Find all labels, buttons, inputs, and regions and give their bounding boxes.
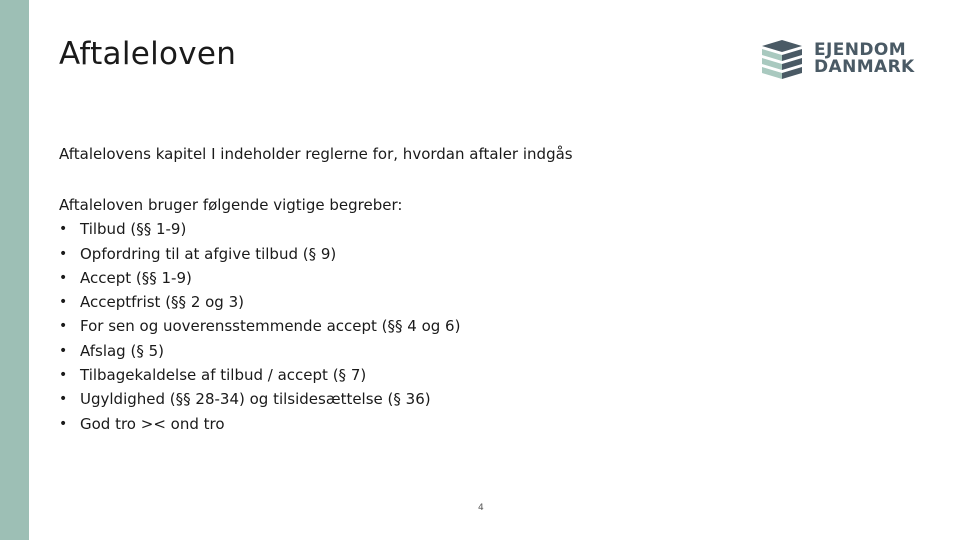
slide bbox=[29, 0, 960, 540]
side-accent-bar bbox=[0, 0, 29, 540]
bullet-icon: • bbox=[59, 221, 68, 238]
bullet-icon: • bbox=[59, 415, 68, 432]
logo-line-2: DANMARK bbox=[814, 57, 915, 77]
page-number: 4 bbox=[478, 503, 484, 513]
list-item: • Ugyldighed (§§ 28-34) og tilsidesættelse (§ 36) bbox=[59, 387, 460, 411]
bullet-icon: • bbox=[59, 318, 68, 335]
list-item: • Tilbagekaldelse af tilbud / accept (§ 7) bbox=[59, 363, 460, 387]
slide-title: Aftaleloven bbox=[59, 36, 237, 72]
bullet-icon: • bbox=[59, 342, 68, 359]
concepts-list bbox=[59, 217, 460, 436]
logo-mark-icon bbox=[760, 39, 804, 79]
concepts-section bbox=[59, 193, 460, 436]
bullet-icon: • bbox=[59, 367, 68, 384]
list-item: • God tro >< ond tro bbox=[59, 412, 460, 436]
list-item: • Tilbud (§§ 1-9) bbox=[59, 217, 460, 241]
list-item: • Acceptfrist (§§ 2 og 3) bbox=[59, 290, 460, 314]
list-item: • Afslag (§ 5) bbox=[59, 339, 460, 363]
list-item: • For sen og uoverensstemmende accept (§§ 4 og 6) bbox=[59, 314, 460, 338]
bullet-icon: • bbox=[59, 245, 68, 262]
bullet-icon: • bbox=[59, 391, 68, 408]
logo-text bbox=[814, 42, 915, 76]
list-item: • Accept (§§ 1-9) bbox=[59, 266, 460, 290]
logo-line-1: EJENDOM bbox=[814, 40, 907, 60]
bullet-icon: • bbox=[59, 294, 68, 311]
bullet-icon: • bbox=[59, 269, 68, 286]
list-item: • Opfordring til at afgive tilbud (§ 9) bbox=[59, 242, 460, 266]
intro-text: Aftalelovens kapitel I indeholder reglerne for, hvordan aftaler indgås bbox=[59, 145, 573, 163]
ejendom-danmark-logo bbox=[760, 39, 940, 81]
list-heading: Aftaleloven bruger følgende vigtige begreber: bbox=[59, 196, 403, 214]
